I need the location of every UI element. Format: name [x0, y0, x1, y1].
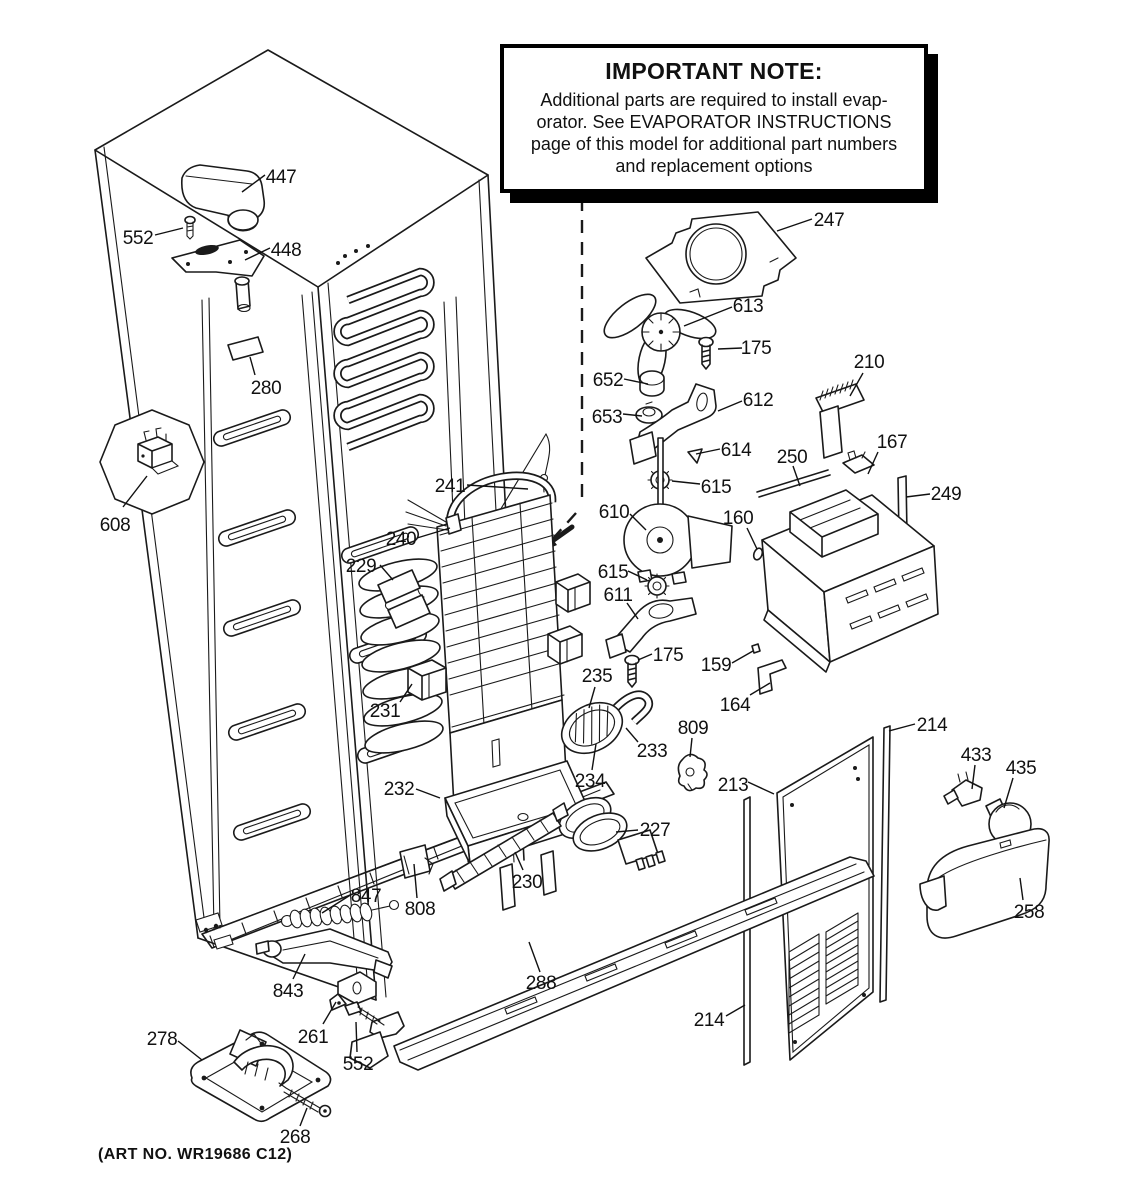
leader-line-552-1: [155, 228, 183, 235]
part-label-231-25: 231: [369, 701, 401, 722]
part-label-247-5: 247: [813, 210, 845, 231]
leader-line-159-31: [732, 651, 753, 663]
part-label-230-40: 230: [511, 872, 543, 893]
part-label-615-14: 615: [597, 562, 629, 583]
part-label-612-10: 612: [742, 390, 774, 411]
evaporator-assembly-art: [356, 434, 590, 910]
leader-line-175-16: [638, 654, 652, 660]
part-label-843-44: 843: [272, 981, 304, 1002]
part-label-611-15: 611: [603, 585, 633, 606]
leader-line-214-38: [726, 1005, 745, 1016]
part-label-213-33: 213: [717, 775, 749, 796]
part-label-232-26: 232: [383, 779, 415, 800]
part-label-175-16: 175: [652, 645, 684, 666]
important-note-box: [500, 44, 928, 193]
part-label-164-32: 164: [719, 695, 751, 716]
part-label-653-9: 653: [591, 407, 623, 428]
note-title: IMPORTANT NOTE:: [605, 58, 823, 84]
part-label-241-22: 241: [434, 476, 466, 497]
leader-line-247-5: [777, 219, 812, 231]
art-number: (ART NO. WR19686 C12): [98, 1146, 293, 1163]
part-label-240-23: 240: [385, 529, 417, 550]
leader-line-213-33: [748, 782, 774, 794]
part-label-227-39: 227: [639, 820, 671, 841]
part-label-214-38: 214: [693, 1010, 725, 1031]
part-label-809-30: 809: [677, 718, 709, 739]
leader-line-268-48: [300, 1108, 307, 1126]
part-label-278-47: 278: [146, 1029, 178, 1050]
leader-line-552-46: [356, 1022, 357, 1052]
part-label-613-6: 613: [732, 296, 764, 317]
part-label-552-1: 552: [122, 228, 154, 249]
part-label-552-46: 552: [342, 1054, 374, 1075]
part-608-art: [100, 410, 204, 514]
part-label-447-0: 447: [265, 167, 297, 188]
part-label-214-34: 214: [916, 715, 948, 736]
part-label-175-7: 175: [740, 338, 772, 359]
part-label-258-37: 258: [1013, 902, 1045, 923]
part-label-268-48: 268: [279, 1127, 311, 1148]
leader-line-280-3: [250, 357, 255, 375]
ice-maker-assembly-art: [752, 380, 938, 694]
part-label-229-24: 229: [345, 556, 377, 577]
part-label-288-43: 288: [525, 973, 557, 994]
part-label-608-4: 608: [99, 515, 131, 536]
part-label-610-13: 610: [598, 502, 630, 523]
leader-line-278-47: [178, 1041, 202, 1060]
note-line: page of this model for additional part numbers: [530, 134, 898, 154]
leader-line-160-21: [747, 528, 757, 549]
part-label-433-35: 433: [960, 745, 992, 766]
leader-line-230-40: [515, 852, 523, 870]
part-label-159-31: 159: [700, 655, 732, 676]
part-label-234-28: 234: [574, 771, 606, 792]
part-280-art: [228, 337, 263, 360]
part-label-448-2: 448: [270, 240, 302, 261]
part-label-847-42: 847: [350, 886, 382, 907]
part-448-art: [172, 240, 264, 312]
note-line: and replacement options: [615, 156, 813, 176]
leader-line-175-7: [718, 348, 742, 349]
part-label-615-12: 615: [700, 477, 732, 498]
leader-line-250-19: [793, 466, 800, 486]
leader-line-249-20: [906, 494, 930, 497]
part-label-614-11: 614: [720, 440, 752, 461]
part-label-160-21: 160: [722, 508, 754, 529]
leader-line-232-26: [416, 789, 440, 798]
part-label-808-41: 808: [404, 899, 436, 920]
note-line: orator. See EVAPORATOR INSTRUCTIONS: [536, 112, 892, 132]
leader-line-233-29: [626, 728, 638, 742]
part-label-167-18: 167: [876, 432, 908, 453]
bottom-parts-art: [191, 789, 874, 1121]
part-label-261-45: 261: [297, 1027, 329, 1048]
part-552-top-art: [185, 217, 195, 240]
part-label-210-17: 210: [853, 352, 885, 373]
part-label-250-19: 250: [776, 447, 808, 468]
part-label-249-20: 249: [930, 484, 962, 505]
part-label-235-27: 235: [581, 666, 613, 687]
leader-line-612-10: [718, 401, 742, 411]
leader-line-288-43: [529, 942, 540, 972]
leader-line-261-45: [323, 1002, 336, 1024]
part-label-280-3: 280: [250, 378, 282, 399]
part-label-652-8: 652: [592, 370, 624, 391]
part-label-233-29: 233: [636, 741, 668, 762]
note-line: Additional parts are required to install evap-: [540, 90, 888, 110]
leader-line-214-34: [889, 724, 915, 731]
leader-line-615-12: [672, 481, 700, 484]
part-label-435-36: 435: [1005, 758, 1037, 779]
